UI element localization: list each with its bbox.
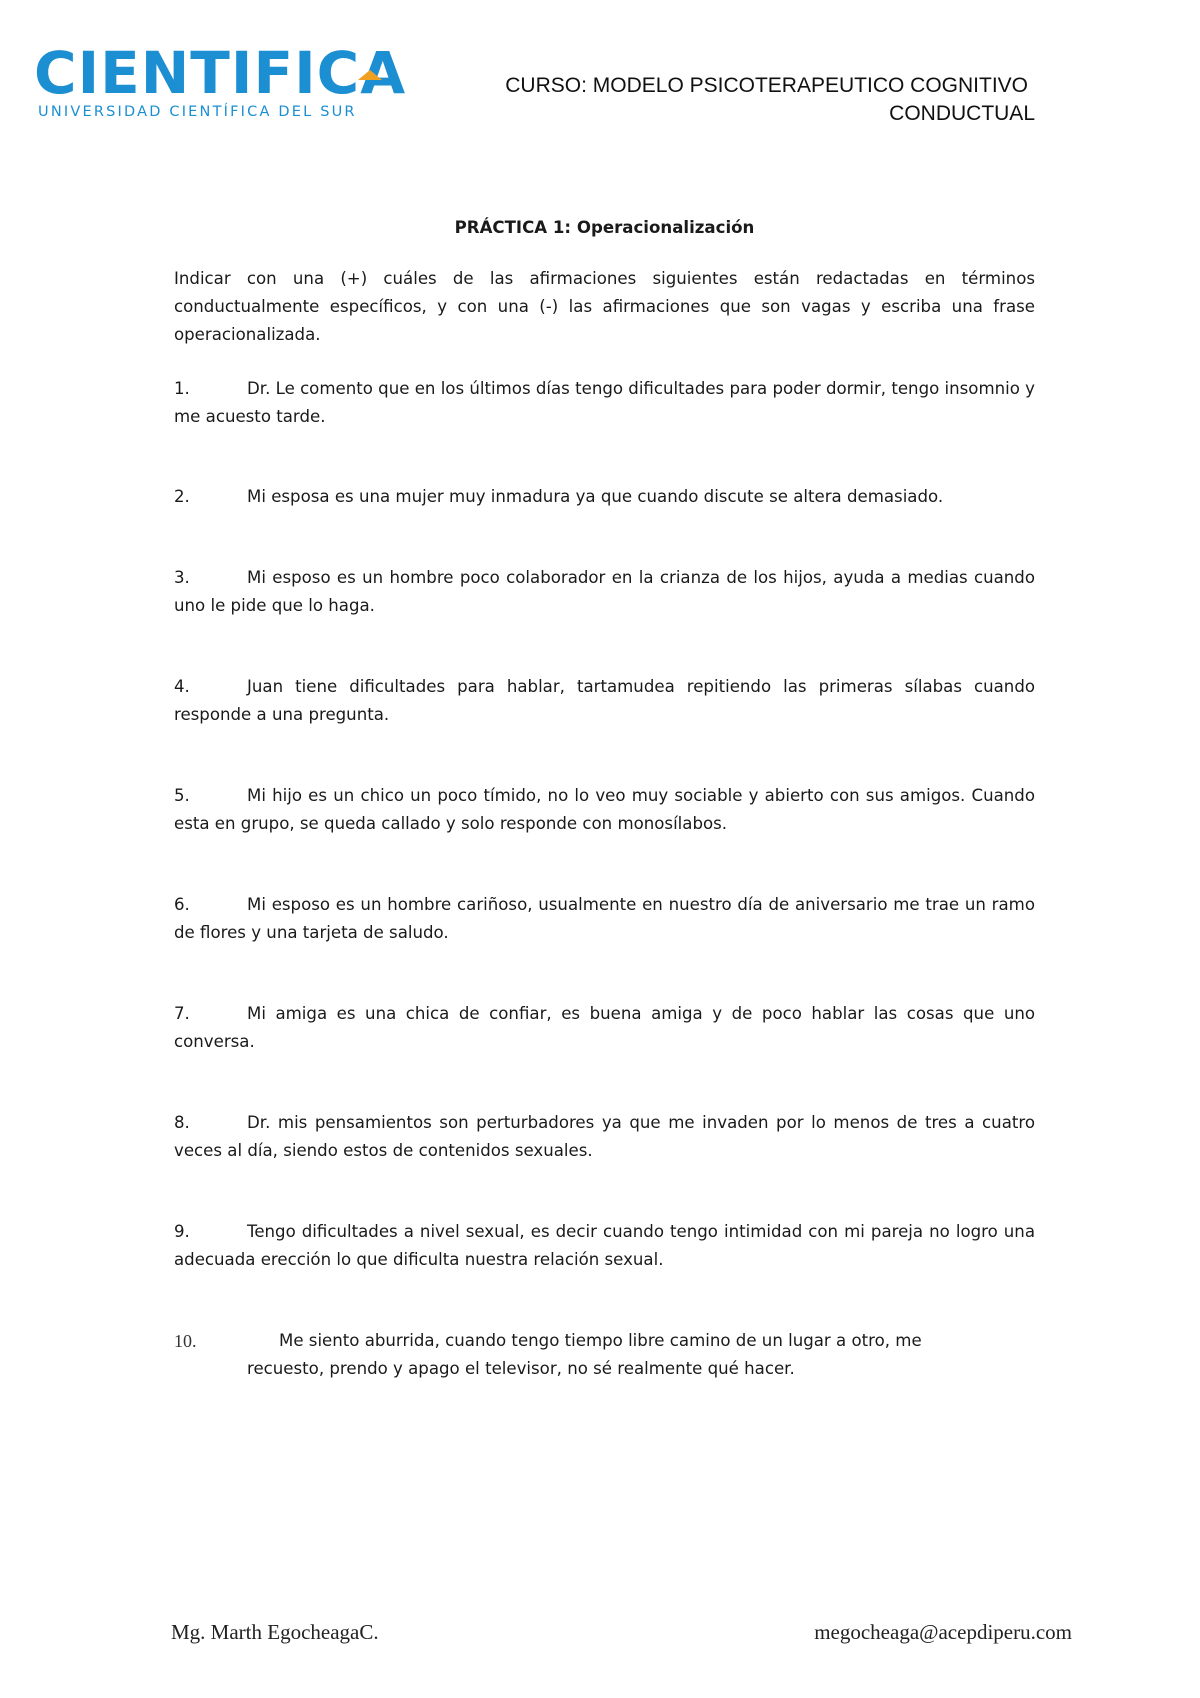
list-item — [174, 375, 1035, 431]
item-number: 10. — [174, 1331, 197, 1351]
item-text: Mi esposo es un hombre cariñoso, usualmente en nuestro día de aniversario me trae un ramo de flores y una tarjeta de saludo. — [174, 895, 1035, 942]
item-text: Tengo dificultades a nivel sexual, es decir cuando tengo intimidad con mi pareja no logro una adecuada erección lo que dificulta nuestra relación sexual. — [174, 1222, 1035, 1269]
item-text-line1: Me siento aburrida, cuando tengo tiempo libre camino de un lugar a otro, me — [279, 1331, 922, 1350]
list-item — [174, 891, 1035, 947]
item-text-line2: recuesto, prendo y apago el televisor, no sé realmente qué hacer. — [247, 1359, 795, 1378]
item-number: 9. — [174, 1222, 190, 1241]
item-text: Mi hijo es un chico un poco tímido, no lo veo muy sociable y abierto con sus amigos. Cuando esta en grupo, se queda callado y solo responde con monosílabos. — [174, 786, 1035, 833]
document-body — [174, 214, 1035, 1383]
list-item — [174, 1000, 1035, 1056]
item-number: 8. — [174, 1113, 190, 1132]
course-title — [335, 72, 1035, 128]
item-text: Juan tiene dificultades para hablar, tartamudea repitiendo las primeras sílabas cuando responde a una pregunta. — [174, 677, 1035, 724]
logo-wordmark: CIENTIFICA — [34, 39, 407, 107]
item-number: 4. — [174, 677, 190, 696]
list-item — [174, 782, 1035, 838]
item-number: 7. — [174, 1004, 190, 1023]
footer-author: Mg. Marth EgocheagaC. — [171, 1620, 379, 1644]
item-number: 1. — [174, 379, 190, 398]
logo-subtitle: UNIVERSIDAD CIENTÍFICA DEL SUR — [38, 104, 357, 120]
list-item — [174, 673, 1035, 729]
item-number: 3. — [174, 568, 190, 587]
list-item — [174, 1218, 1035, 1274]
list-item — [174, 1109, 1035, 1165]
list-item — [174, 564, 1035, 620]
course-title-line2: CONDUCTUAL — [889, 102, 1035, 125]
item-text: Mi amiga es una chica de confiar, es buena amiga y de poco hablar las cosas que uno conversa. — [174, 1004, 1035, 1051]
item-text: Mi esposo es un hombre poco colaborador en la crianza de los hijos, ayuda a medias cuando uno le pide que lo haga. — [174, 568, 1035, 615]
item-text — [247, 1327, 1035, 1383]
practice-title: PRÁCTICA 1: Operacionalización — [454, 218, 755, 237]
item-text: Dr. Le comento que en los últimos días tengo dificultades para poder dormir, tengo insomnio y me acuesto tarde. — [174, 379, 1035, 426]
item-text: Dr. mis pensamientos son perturbadores ya que me invaden por lo menos de tres a cuatro veces al día, siendo estos de contenidos sexuales. — [174, 1113, 1035, 1160]
item-text: Mi esposa es una mujer muy inmadura ya que cuando discute se altera demasiado. — [247, 487, 944, 506]
list-item — [174, 483, 1035, 511]
instructions-paragraph: Indicar con una (+) cuáles de las afirmaciones siguientes están redactadas en términos conductualmente específicos, y con una (-) las afirmaciones que son vagas y escriba una frase operacionalizada. — [174, 269, 1035, 344]
item-number: 6. — [174, 895, 190, 914]
item-number: 5. — [174, 786, 190, 805]
item-number: 2. — [174, 487, 190, 506]
course-title-line1: CURSO: MODELO PSICOTERAPEUTICO COGNITIVO — [505, 74, 1028, 97]
list-item — [174, 1327, 1035, 1383]
footer-email: megocheaga@acepdiperu.com — [814, 1620, 1072, 1644]
